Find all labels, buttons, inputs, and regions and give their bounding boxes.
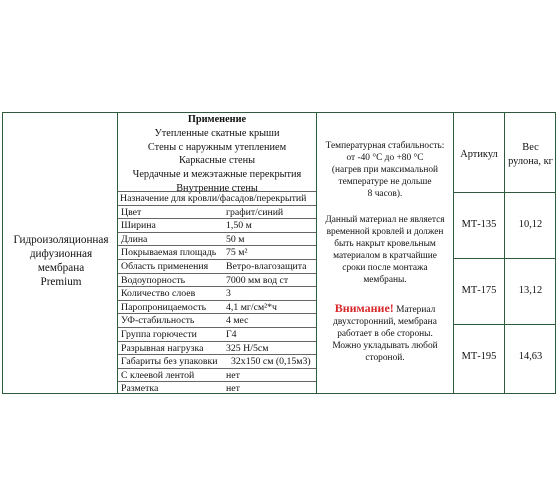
- warning-label: Внимание!: [334, 301, 394, 315]
- property-row: [118, 327, 316, 341]
- property-row: [118, 313, 316, 327]
- property-name: Габариты без упаковки: [121, 356, 218, 368]
- property-row: [118, 218, 316, 232]
- property-row: [118, 273, 316, 287]
- article-cell: МТ-175: [461, 285, 497, 296]
- property-row: [118, 259, 316, 273]
- notice-line: быть накрыт кровельным: [334, 239, 436, 250]
- divider: [453, 324, 556, 325]
- weight-cell: 10,12: [518, 219, 543, 230]
- notice-line: сроки после монтажа: [342, 263, 428, 274]
- property-value: Ветро-влагозащита: [226, 261, 307, 272]
- property-value: 4,1 мг/см²*ч: [226, 301, 277, 313]
- product-name: [6, 233, 116, 289]
- article-cell: МТ-135: [461, 219, 497, 230]
- property-row: [118, 232, 316, 246]
- property-name: Длина: [121, 233, 148, 245]
- application-item: Утепленные скатные крыши: [154, 127, 280, 139]
- property-name: Покрываемая площадь: [121, 247, 217, 259]
- warning-line: Можно укладывать любой: [332, 341, 438, 352]
- warning-text: Материал: [393, 305, 436, 315]
- article-column-header: Артикул: [460, 149, 498, 160]
- weight-column-header: [505, 141, 556, 168]
- property-value: 325 Н/5см: [226, 342, 269, 354]
- property-value: 75 м²: [226, 247, 248, 259]
- property-row: [118, 245, 316, 259]
- temperature-line: (нагрев при максимальной: [331, 165, 439, 176]
- notice-line: мембраны.: [363, 275, 407, 286]
- property-value: 7000 мм вод ст: [226, 274, 289, 286]
- application-header: Применение: [187, 114, 247, 125]
- property-row: [118, 368, 316, 382]
- temperature-line: 8 часов).: [367, 189, 403, 200]
- warning-line: двухсторонний, мембрана: [333, 317, 437, 328]
- weight-cell: 13,12: [518, 285, 543, 296]
- property-name: Разрывная нагрузка: [121, 342, 204, 354]
- property-name: Разметка: [121, 383, 159, 395]
- notice-line: материалом в кратчайшие: [333, 251, 437, 262]
- application-item: Внутренние стены: [176, 182, 258, 194]
- warning-first-line: [322, 302, 448, 316]
- property-name: Ширина: [121, 220, 156, 232]
- product-name-line: Гидроизоляционная: [13, 234, 109, 246]
- property-value: Г4: [226, 329, 237, 340]
- application-item: Каркасные стены: [178, 155, 256, 167]
- property-name: УФ-стабильность: [121, 315, 195, 327]
- property-value: 4 мес: [226, 315, 249, 327]
- application-item: Стены с наружным утеплением: [147, 141, 287, 153]
- purpose-row: [118, 191, 316, 205]
- property-row: [118, 300, 316, 314]
- temperature-line: Температурная стабильность:: [325, 141, 445, 151]
- divider: [453, 258, 556, 259]
- property-name: Область применения: [121, 261, 209, 272]
- property-name: Группа горючести: [121, 329, 197, 340]
- weight-cell: 14,63: [518, 351, 543, 362]
- property-name: С клеевой лентой: [121, 369, 195, 381]
- weight-header-line: рулона, кг: [508, 155, 553, 167]
- divider: [453, 192, 556, 193]
- property-name: Паропроницаемость: [121, 301, 207, 313]
- temperature-line: температуре не дольше: [338, 177, 432, 188]
- property-value: графит/синий: [226, 206, 284, 218]
- property-value: 50 м: [226, 233, 245, 245]
- property-row: [118, 205, 316, 219]
- property-value: 1,50 м: [226, 220, 252, 232]
- property-name: Водоупорность: [121, 274, 186, 286]
- property-row: [118, 286, 316, 300]
- property-name: Количество слоев: [121, 288, 196, 300]
- property-value: нет: [226, 369, 240, 381]
- property-row: [118, 354, 316, 368]
- application-item: Чердачные и межэтажные перекрытия: [132, 169, 302, 181]
- purpose-text: Назначение для кровли/фасадов/перекрытий: [120, 193, 307, 204]
- notice-note: [322, 214, 448, 287]
- divider: [316, 112, 317, 394]
- temperature-line: от -40 °С до +80 °С: [346, 153, 424, 164]
- notice-line: Данный материал не является: [325, 215, 445, 225]
- property-value: 3: [226, 288, 231, 300]
- property-value: нет: [226, 383, 240, 395]
- product-name-line: дифузионная мембрана: [29, 248, 93, 274]
- notice-line: временной кровлей и должен: [326, 227, 444, 238]
- weight-header-line: Вес: [522, 142, 539, 153]
- property-row: [118, 381, 316, 394]
- temperature-note: [322, 140, 448, 200]
- property-row: [118, 341, 316, 355]
- property-name: Цвет: [121, 206, 142, 218]
- article-cell: МТ-195: [461, 351, 497, 362]
- application-block: [118, 113, 316, 196]
- product-name-line: Premium: [40, 276, 82, 288]
- warning-line: работает в обе стороны.: [337, 329, 433, 340]
- warning-line: стороной.: [365, 353, 405, 364]
- property-value: 32х150 см (0,15м3): [231, 356, 311, 368]
- warning-note: [322, 302, 448, 364]
